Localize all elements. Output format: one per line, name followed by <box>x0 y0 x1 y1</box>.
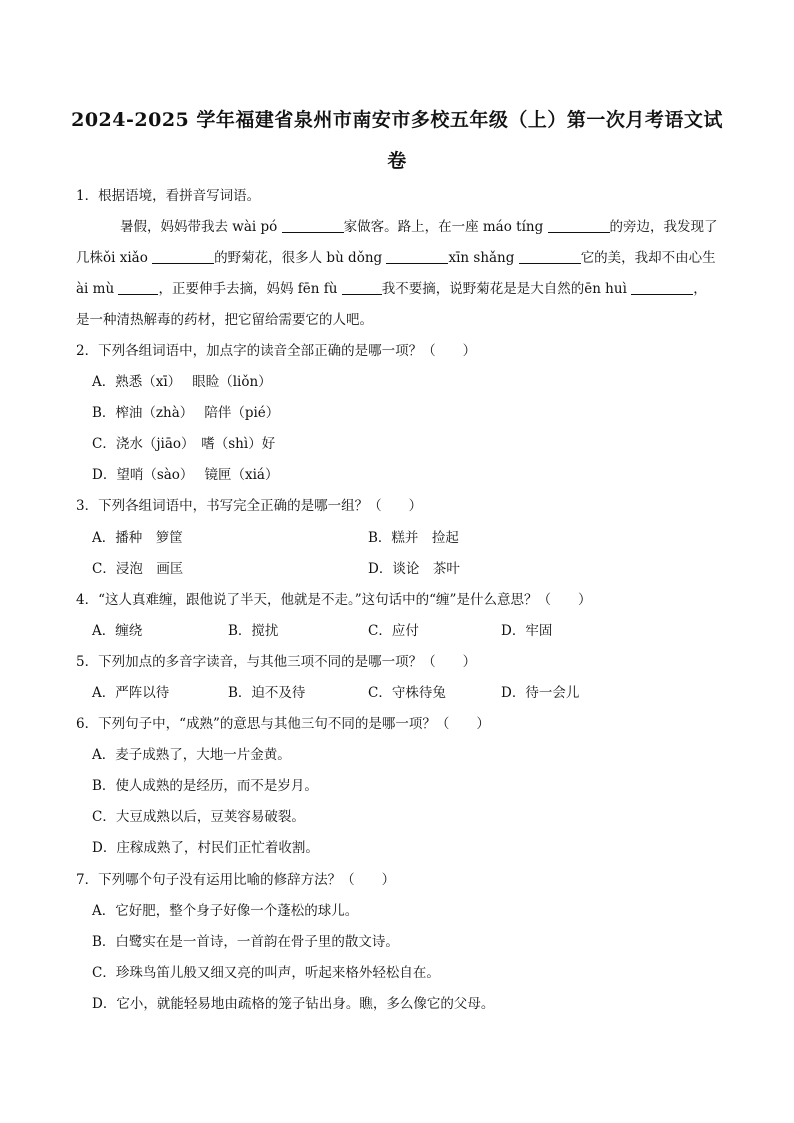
q1-blank-aimu[interactable] <box>118 280 158 295</box>
q1-stem: 1．根据语境，看拼音写词语。 <box>76 188 261 204</box>
q4-stem: 4．“这人真难缠，跟他说了半天，他就是不走。”这句话中的“缠”是什么意思？（ ） <box>76 592 592 608</box>
q4-option-d[interactable]: D．牢固 <box>501 623 553 639</box>
q5-option-c[interactable]: C．守株待兔 <box>368 685 446 701</box>
q4-option-c[interactable]: C．应付 <box>368 623 419 639</box>
q7-stem: 7．下列哪个句子没有运用比喻的修辞方法？（ ） <box>76 872 396 888</box>
q5-option-a[interactable]: A．严阵以待 <box>92 685 170 701</box>
q2-option-c[interactable]: C．浇水（jiāo） 嗜（shì）好 <box>92 436 276 452</box>
q7-option-b[interactable]: B．白鹭实在是一首诗，一首韵在骨子里的散文诗。 <box>92 934 399 950</box>
q2-stem: 2．下列各组词语中，加点字的读音全部正确的是哪一项？（ ） <box>76 343 477 359</box>
q1-text-3a: ài mù <box>76 281 119 297</box>
q3-option-b[interactable]: B．糕并 捡起 <box>368 530 459 546</box>
q5-stem: 5．下列加点的多音字读音，与其他三项不同的是哪一项？（ ） <box>76 654 477 670</box>
q2-option-b[interactable]: B．榨油（zhà） 陪伴（pié） <box>92 405 280 421</box>
q4-option-b[interactable]: B．搅扰 <box>228 623 279 639</box>
q1-text-1a: 暑假，妈妈带我去 wài pó <box>120 219 282 235</box>
q2-option-d[interactable]: D．望哨（sào） 镜匣（xiá） <box>92 467 279 483</box>
q6-stem: 6．下列句子中，“成熟”的意思与其他三句不同的是哪一项？（ ） <box>76 716 490 732</box>
q3-option-c[interactable]: C．浸泡 画匡 <box>92 561 184 577</box>
q6-option-a[interactable]: A．麦子成熟了，大地一片金黄。 <box>92 747 291 763</box>
q1-text-1b: 家做客。路上，在一座 máo tíng <box>343 219 548 235</box>
q7-option-a[interactable]: A．它好肥，整个身子好像一个蓬松的球儿。 <box>92 903 359 919</box>
q6-option-d[interactable]: D．庄稼成熟了，村民们正忙着收割。 <box>92 840 319 856</box>
q1-blank-maoting[interactable] <box>548 218 610 233</box>
q5-option-b[interactable]: B．迫不及待 <box>228 685 306 701</box>
q1-blank-enhui[interactable] <box>631 280 693 295</box>
q1-text-2b: 的野菊花，很多人 bù dǒng <box>214 250 387 266</box>
q1-paragraph-line-2 <box>76 248 716 268</box>
q1-blank-aixiao[interactable] <box>152 249 214 264</box>
exam-title-line-2: 卷 <box>387 150 407 172</box>
q1-paragraph-line-4: 是一种清热解毒的药材，把它留给需要它的人吧。 <box>76 312 373 328</box>
q3-option-a[interactable]: A．播种 箩筐 <box>92 530 183 546</box>
q7-option-d[interactable]: D．它小，就能轻易地由疏格的笼子钻出身。瞧，多么像它的父母。 <box>92 996 495 1012</box>
q4-option-a[interactable]: A．缠绕 <box>92 623 143 639</box>
q1-text-3c: 我不要摘，说野菊花是是大自然的ēn huì <box>381 281 632 297</box>
q3-stem: 3．下列各组词语中，书写完全正确的是哪一组？（ ） <box>76 498 423 514</box>
q3-option-d[interactable]: D．谈论 茶叶 <box>368 561 460 577</box>
q7-option-c[interactable]: C．珍珠鸟笛儿般又细又亮的叫声，听起来格外轻松自在。 <box>92 965 440 981</box>
q1-blank-xinshang[interactable] <box>519 249 581 264</box>
q1-blank-waipo[interactable] <box>282 218 344 233</box>
q1-text-2d: 它的美，我却不由心生 <box>580 250 716 266</box>
q1-text-1c: 的旁边，我发现了 <box>609 219 718 235</box>
q1-text-2c: xīn shǎng <box>448 250 519 266</box>
q6-option-c[interactable]: C．大豆成熟以后，豆荚容易破裂。 <box>92 809 305 825</box>
q2-option-a[interactable]: A．熟悉（xī） 眼睑（liǒn） <box>92 374 272 390</box>
q1-text-3b: ，正要伸手去摘，妈妈 fēn fù <box>158 281 342 297</box>
q6-option-b[interactable]: B．使人成熟的是经历，而不是岁月。 <box>92 778 318 794</box>
q1-text-2a: 几株ǒi xiǎo <box>76 250 153 266</box>
q1-blank-budong[interactable] <box>386 249 448 264</box>
q1-text-3d: ， <box>693 281 707 297</box>
q5-option-d[interactable]: D．待一会儿 <box>501 685 580 701</box>
q1-paragraph-line-3 <box>76 279 707 299</box>
exam-title-line-1: 2024-2025 学年福建省泉州市南安市多校五年级（上）第一次月考语文试 <box>71 109 723 131</box>
q1-blank-fenfu[interactable] <box>342 280 382 295</box>
q1-paragraph-line-1 <box>120 217 718 237</box>
